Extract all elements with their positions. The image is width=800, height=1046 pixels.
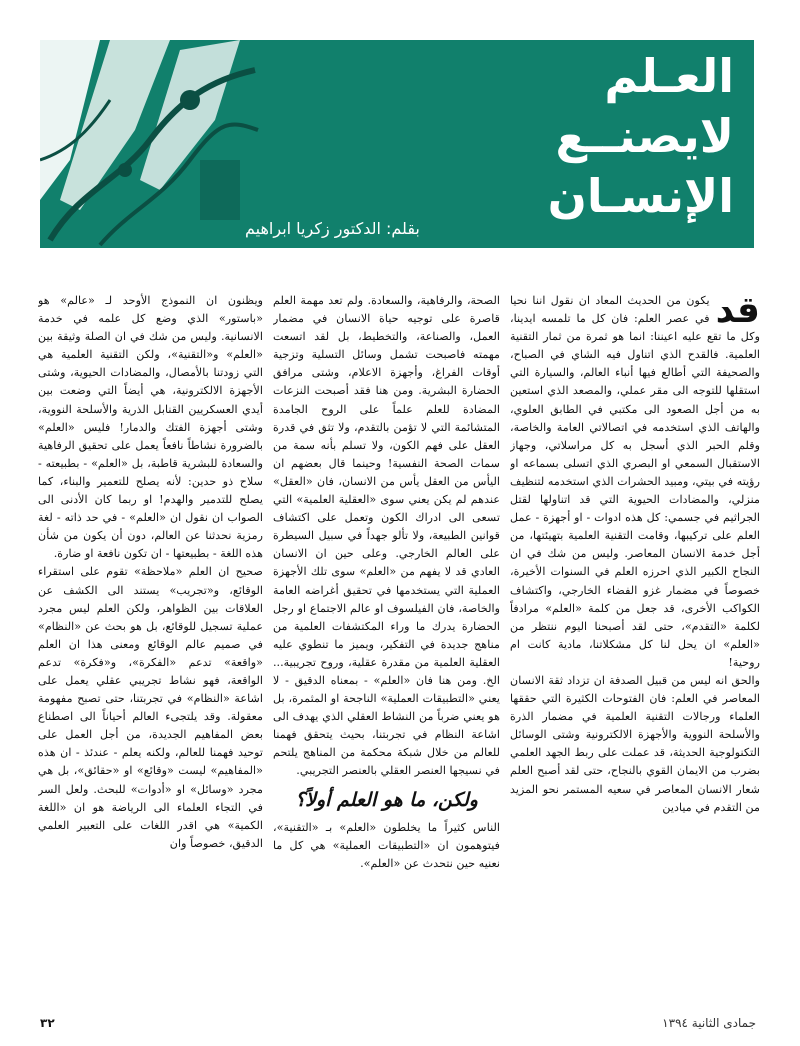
page-number: ٣٢ bbox=[40, 1016, 55, 1030]
title-line: الإنسـان bbox=[547, 169, 734, 223]
title-banner bbox=[40, 40, 754, 248]
paragraph: الصحة، والرفاهية، والسعادة. ولم تعد مهمة العلم قاصرة على توجيه حياة الانسان في مضمار العمل، والصناعة، والتخطيط، بل لقد اتسعت مهمته فاصبحت تشمل وسائل التسلية وتزجية أوقات الفراغ، وأجهزة الاعلام، وشتى مرافق الحضارة البشرية. ومن هنا فقد أصبحت النزعات المضادة للعلم علماً على الروح الجامدة المتشائمة التي لا تؤمن بالتقدم، ولا تثق في قدرة العقل على فهم الكون، ولا تسلم بأنه سمة من سمات الصحة النفسية! وحينما قال بعضهم ان اليأس من العقل يأس من الانسان، فان «العقل» عندهم لم يكن يعني سوى «العقلية العلمية» التي تسعى الى ادراك الكون وتعمل على اكتشاف قوانين الطبيعة، ولا تألو جهداً في سبيل السيطرة على العالم الخارجي. وعلى حين ان الانسان العادي قد لا يفهم من «العلم» سوى تلك الأجهزة العملية التي يستخدمها في تحقيق أغراضه العامة والخاصة، فان الفيلسوف او عالم الاجتماع او رجل الحضارة يدرك ما وراء المكتشفات العلمية من مناهج جديدة في التفكير، ويميز ما تنطوي عليه العقلية العلمية من مقدرة عقلية، وروح تجريبية... الخ. ومن هنا فان «العلم» - بمعناه الدقيق - لا يعني «التطبيقات العملية» الناجحة او المثمرة، بل هو يعني ضرباً من النشاط العقلي الذي يهدف الى اشاعة النظام في تجربتنا، بحيث يتحقق فهمنا للعالم من خلال شبكة محكمة من المناهج يلتحم في نسيجها العنصر العقلي بالعنصر التجريبي. bbox=[273, 294, 500, 778]
author-byline: بقلم: الدكتور زكريا ابراهيم bbox=[245, 219, 420, 238]
article-title bbox=[404, 46, 734, 226]
illustration-artwork bbox=[40, 40, 260, 248]
paragraph: الناس كثيراً ما يخلطون «العلم» بـ «التقنية»، فيتوهمون ان «التطبيقات العملية» هي كل ما نعنيه حين نتحدث عن «العلم». bbox=[273, 820, 500, 870]
title-line: العـلم bbox=[604, 49, 734, 103]
issue-date: جمادى الثانية ١٣٩٤ bbox=[662, 1016, 756, 1030]
paragraph: صحيح ان العلم «ملاحظة» تقوم على استقراء الوقائع، و«تجريب» يستند الى الكشف عن العلاقات بين الظواهر، ولكن العلم ليس مجرد عملية تسجيل للوقائع، بل هو بحث عن «النظام» في صميم عالم الوقائع ومعنى هذا ان العلم «واقعة» تدعم «الفكرة»، و«فكرة» تدعم الواقعة، فهو نشاط تجريبي عقلي يعمل على اشاعة «النظام» في تجربتنا، حتى تصبح مفهومة معقولة. وقد يلتجىء العالم أحياناً الى اصطناع بعض المفاهيم الجديدة، من أجل العمل على توحيد فهمنا للعالم، ولكنه يعلم - عندئذ - ان هذه «المفاهيم» ليست «وقائع» او «حقائق»، بل هي مجرد «وسائل» او «أدوات» للبحث. ولعل السر في التجاء العلماء الى الرياضة هو ان «اللغة الكمية» هي اقدر اللغات على التعبير العلمي الدقيق، خصوصاً وان bbox=[38, 565, 263, 850]
text-column-right bbox=[510, 292, 760, 1014]
title-line: لايصنــع bbox=[555, 109, 734, 163]
section-subheading: ولكن، ما هو العلم أولاً؟ bbox=[295, 788, 478, 811]
paragraph: يكون من الحديث المعاد ان نقول اننا نحيا في عصر العلم: فان كل ما تلمسه ايدينا، وكل ما تقع عليه اعيننا: انما هو ثمرة من ثمار التقنية العلمية. فالقدح الذي اتناول فيه الشاي في الصباح، والصحيفة التي أطالع فيها أنباء العالم، والسيارة التي استقلها للتوجه الى مقر عملي، والمصعد الذي استعين به من أجل الصعود الى مكتبي في الطابق العلوي، والهاتف الذي استخدمه في اتصالاتي العامة والخاصة، وقلم الحبر الذي أسجل به كل مراسلاتي، وجهاز الاستقبال السمعي او البصري الذي اتسلى بسماعه او رؤيته في بيتي، ومبيد الحشرات الذي استخدمه لتنظيف منزلي، والمضادات الحيوية التي قد اتناولها لقتل الجراثيم في جسمي: كل هذه ادوات - او أجهزة - عمل العلم على تركيبها، وقامت التقنية العلمية بتهيئتها، من أجل خدمة الانسان المعاصر. وليس من شك في ان النجاح الكبير الذي احرزه العلم في السنوات الأخيرة، خصوصاً في مضمار غزو الفضاء الخارجي، واكتشاف الكواكب الأخرى، قد جعل من كلمة «العلم» مرادفاً لكلمة «التقدم»، حتى لقد أصبحنا اليوم ننتظر من «العلم» ان يحل لنا كل مشكلاتنا، مادية كانت ام روحية! bbox=[510, 294, 760, 669]
drop-cap: قد bbox=[715, 292, 760, 331]
paragraph: ويظنون ان النموذج الأوحد لـ «عالم» هو «باستور» الذي وضع كل علمه في خدمة الانسانية. وليس من شك في ان الصلة وثيقة بين «العلم» و«التقنية»، ولكن التقنية العلمية هي التي زودتنا بالأمصال، والمضادات الحيوية، وشتى الأجهزة الالكترونية، هي أيضاً التي وضعت بين أيدي العسكريين القنابل الذرية والأسلحة النووية، وشتى أجهزة الفتك والدمار! فليس «العلم» بالضرورة نشاطاً نافعاً يعمل على تحقيق الرفاهية والسعادة للبشرية قاطبة، بل «العلم» - بطبيعته - سلاح ذو حدين: لأنه يصلح للتعمير والبناء، كما يصلح للتدمير والهدم! او ربما كان الأدنى الى الصواب ان نقول ان «العلم» - في حد ذاته - لغة رمزية نحدثنا عن العالم، دون أن يكون من شأن هذه اللغة - بطبيعتها - ان تكون نافعة او ضارة. bbox=[38, 294, 263, 561]
text-column-middle bbox=[273, 292, 500, 1014]
text-column-left bbox=[38, 292, 263, 1014]
paragraph: والحق انه ليس من قبيل الصدفة ان تزداد ثقة الانسان المعاصر في العلم: فان الفتوحات الكثيرة التي حققها العلماء ورجالات التقنية العلمية في مضمار الذرة والأسلحة النووية والأجهزة الالكترونية وشتى الوسائل التكنولوجية الحديثة، قد عملت على ربط الجهد العلمي بضرب من الايمان القوي بالنجاح، حتى لقد أصبح العلم شعار الانسان المعاصر في سعيه المستمر نحو المزيد من التقدم في ميادين bbox=[510, 673, 760, 814]
